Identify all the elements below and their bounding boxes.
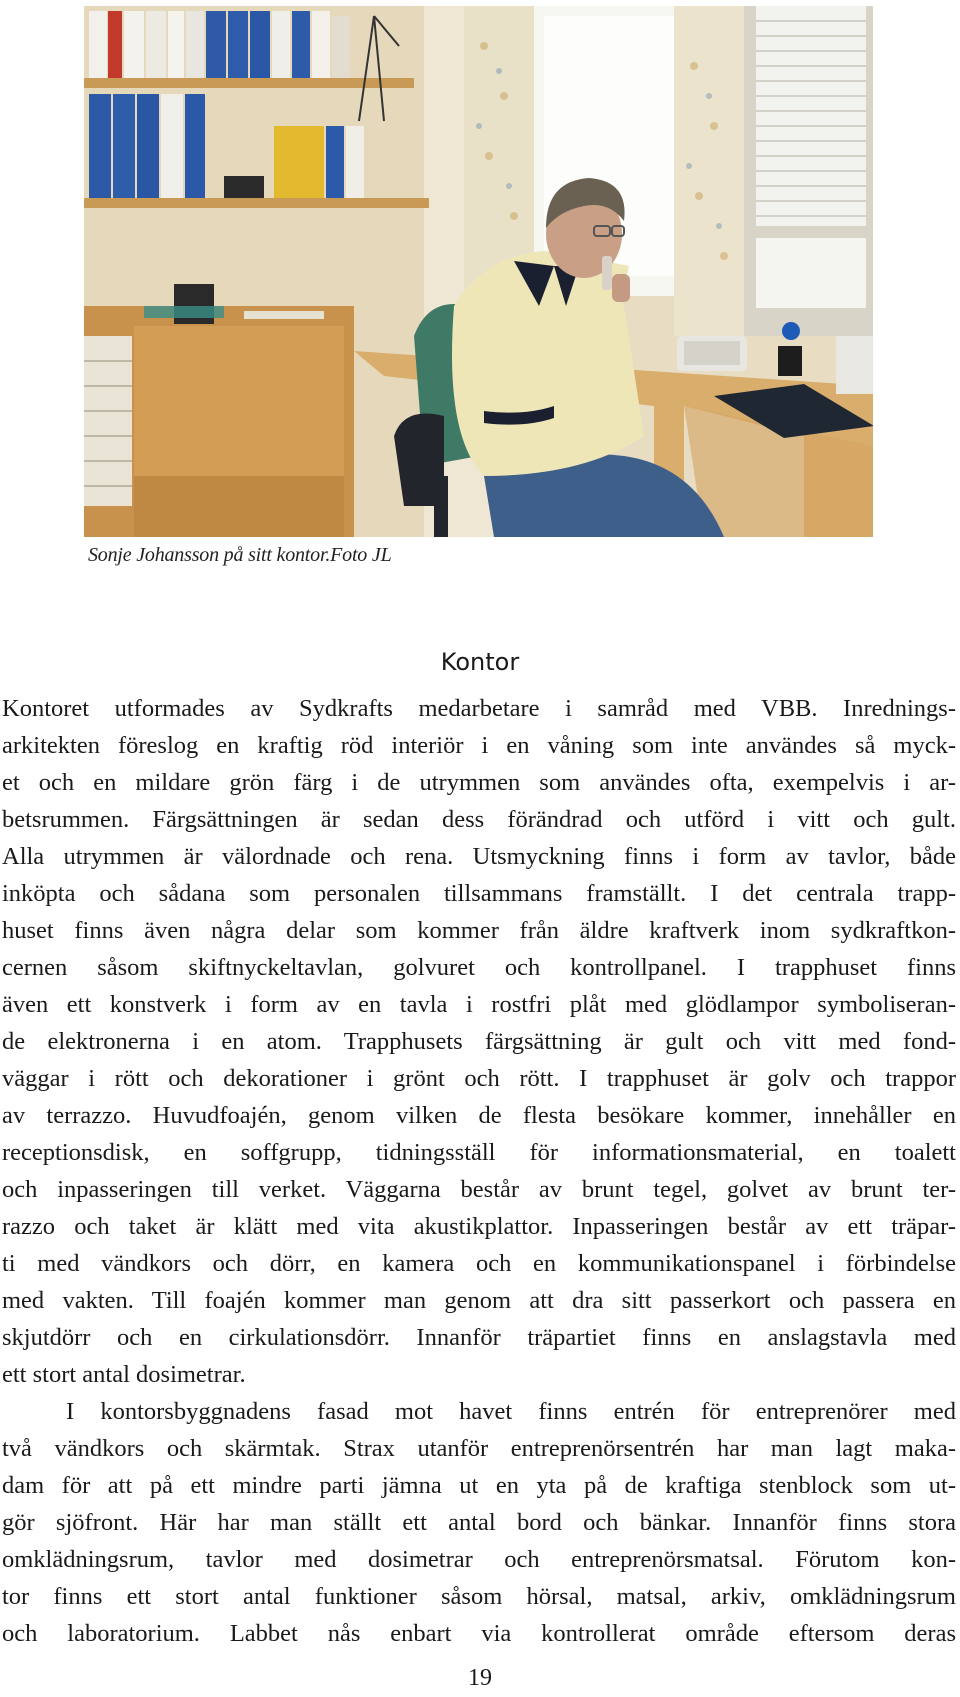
text-line: och inpasseringen till verket. Väggarna består av brunt tegel, golvet av brunt ter- xyxy=(2,1176,956,1203)
text-line: razzo och taket är klätt med vita akustikplattor. Inpasseringen består av ett träpar- xyxy=(2,1213,956,1240)
text-line: de elektronerna i en atom. Trapphusets färgsättning är gult och vitt med fond- xyxy=(2,1028,956,1055)
text-line: Kontoret utformades av Sydkrafts medarbetare i samråd med VBB. Inrednings- xyxy=(2,695,956,722)
text-line: skjutdörr och en cirkulationsdörr. Innanför träpartiet finns en anslagstavla med xyxy=(2,1324,956,1351)
text-line: omklädningsrum, tavlor med dosimetrar och entreprenörsmatsal. Förutom kon- xyxy=(2,1546,956,1573)
text-line: cernen såsom skiftnyckeltavlan, golvuret och kontrollpanel. I trapphuset finns xyxy=(2,954,956,981)
office-photo-illustration xyxy=(84,6,873,537)
text-line: med vakten. Till foajén kommer man genom att dra sitt passerkort och passera en xyxy=(2,1287,956,1314)
text-line: gör sjöfront. Här har man ställt ett antal bord och bänkar. Innanför finns stora xyxy=(2,1509,956,1536)
text-line: betsrummen. Färgsättningen är sedan dess förändrad och utförd i vitt och gult. xyxy=(2,806,956,833)
section-heading: Kontor xyxy=(440,648,520,676)
text-line: dam för att på ett mindre parti jämna ut en yta på de kraftiga stenblock som ut- xyxy=(2,1472,956,1499)
body-text xyxy=(2,690,956,1652)
text-line: receptionsdisk, en soffgrupp, tidningsställ för informationsmaterial, en toalett xyxy=(2,1139,956,1166)
page-number: 19 xyxy=(468,1665,492,1691)
text-line: väggar i rött och dekorationer i grönt och rött. I trapphuset är golv och trappor xyxy=(2,1065,956,1092)
text-line: inköpta och sådana som personalen tillsammans framställt. I det centrala trapp- xyxy=(2,880,956,907)
text-line: arkitekten föreslog en kraftig röd interiör i en våning som inte användes så myck- xyxy=(2,732,956,759)
text-line: två vändkors och skärmtak. Strax utanför entreprenörsentrén har man lagt maka- xyxy=(2,1435,956,1462)
text-line: Alla utrymmen är välordnade och rena. Utsmyckning finns i form av tavlor, både xyxy=(2,843,956,870)
text-line: tor finns ett stort antal funktioner såsom hörsal, matsal, arkiv, omklädningsrum xyxy=(2,1583,956,1610)
photo-caption: Sonje Johansson på sitt kontor.Foto JL xyxy=(88,544,392,566)
office-photo xyxy=(84,6,873,537)
text-line: av terrazzo. Huvudfoajén, genom vilken de flesta besökare kommer, innehåller en xyxy=(2,1102,956,1129)
text-line: I kontorsbyggnadens fasad mot havet finns entrén för entreprenörer med xyxy=(66,1398,956,1425)
text-line: även ett konstverk i form av en tavla i rostfri plåt med glödlampor symboliseran- xyxy=(2,991,956,1018)
text-line: et och en mildare grön färg i de utrymmen som användes ofta, exempelvis i ar- xyxy=(2,769,956,796)
text-line: ett stort antal dosimetrar. xyxy=(2,1361,246,1388)
text-line: och laboratorium. Labbet nås enbart via kontrollerat område eftersom deras xyxy=(2,1620,956,1647)
text-line: huset finns även några delar som kommer från äldre kraftverk inom sydkraftkon- xyxy=(2,917,956,944)
text-line: ti med vändkors och dörr, en kamera och en kommunikationspanel i förbindelse xyxy=(2,1250,956,1277)
